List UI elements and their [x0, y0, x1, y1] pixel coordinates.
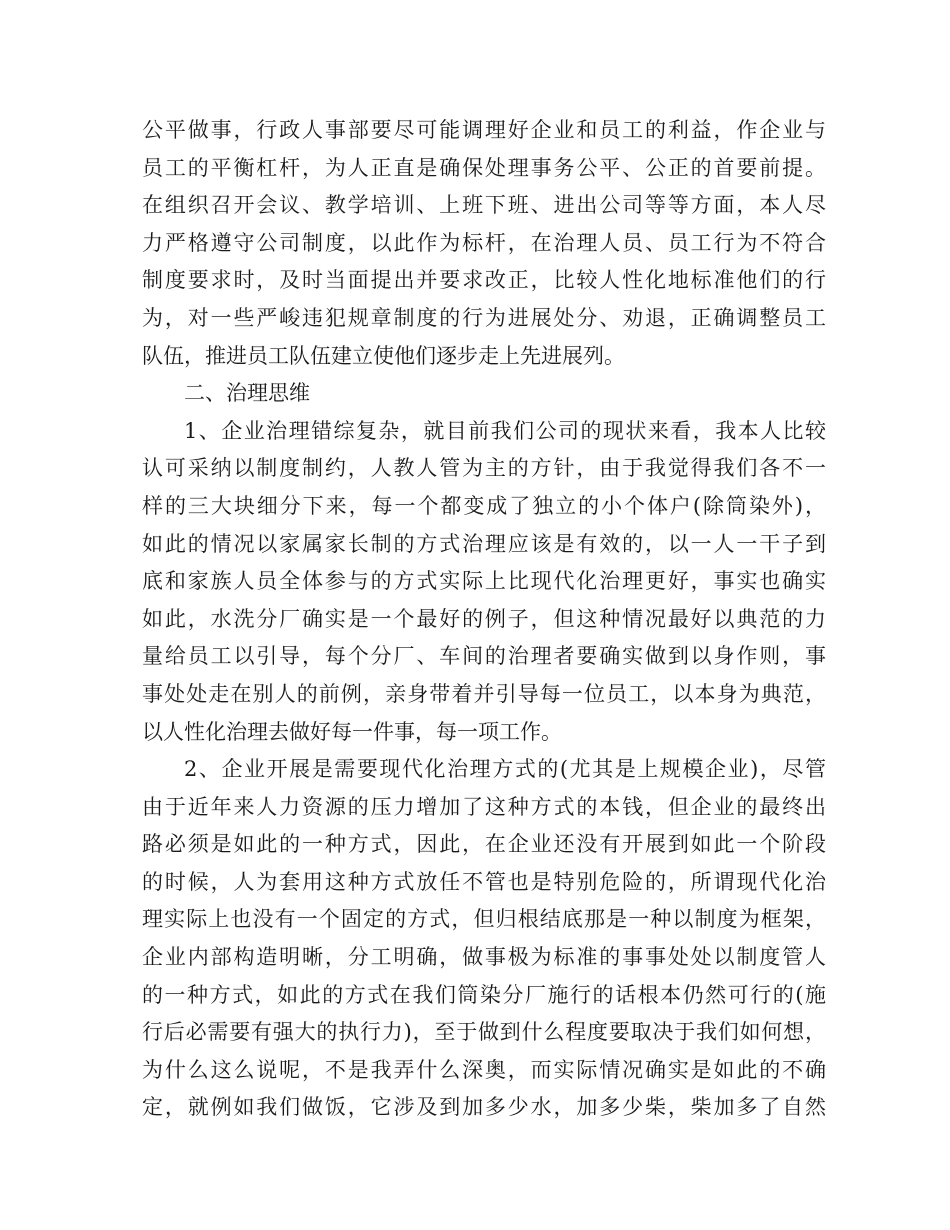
text-line: 员工的平衡杠杆，为人正直是确保处理事务公平、公正的首要前提。: [142, 155, 826, 180]
text-line: 以人性化治理去做好每一件事，每一项工作。: [142, 719, 562, 744]
text-line: 认可采纳以制度制约，人教人管为主的方针，由于我觉得我们各不一: [142, 456, 826, 481]
section-heading: 二、治理思维: [184, 381, 310, 406]
text-line: 路必须是如此的一种方式，因此，在企业还没有开展到如此一个阶段: [142, 832, 826, 857]
text-line: 的时候，人为套用这种方式放任不管也是特别危险的，所谓现代化治: [142, 869, 826, 894]
text-line: 事处处走在别人的前例，亲身带着并引导每一位员工，以本身为典范，: [142, 681, 826, 706]
text-line: 由于近年来人力资源的压力增加了这种方式的本钱，但企业的最终出: [142, 794, 826, 819]
text-line: 如此，水洗分厂确实是一个最好的例子，但这种情况最好以典范的力: [142, 606, 826, 631]
text-line: 样的三大块细分下来，每一个都变成了独立的小个体户(除筒染外)，: [142, 493, 826, 518]
text-line: 制度要求时，及时当面提出并要求改正，比较人性化地标准他们的行: [142, 268, 826, 293]
text-line: 公平做事，行政人事部要尽可能调理好企业和员工的利益，作企业与: [142, 118, 826, 142]
text-line: 底和家族人员全体参与的方式实际上比现代化治理更好，事实也确实: [142, 569, 826, 594]
text-line: 企业内部构造明晰，分工明确，做事极为标准的事事处处以制度管人: [142, 945, 826, 970]
text-line: 为什么这么说呢，不是我弄什么深奥，而实际情况确实是如此的不确: [142, 1057, 826, 1082]
text-line: 队伍，推进员工队伍建立使他们逐步走上先进展列。: [142, 343, 625, 368]
text-line: 1、企业治理错综复杂，就目前我们公司的现状来看，我本人比较: [184, 418, 826, 443]
text-line: 定，就例如我们做饭，它涉及到加多少水，加多少柴，柴加多了自然: [142, 1095, 826, 1120]
text-line: 的一种方式，如此的方式在我们筒染分厂施行的话根本仍然可行的(施: [142, 982, 826, 1007]
text-line: 2、企业开展是需要现代化治理方式的(尤其是上规模企业)，尽管: [184, 757, 826, 782]
text-line: 如此的情况以家属家长制的方式治理应该是有效的，以一人一干子到: [142, 531, 826, 556]
text-line: 行后必需要有强大的执行力)，至于做到什么程度要取决于我们如何想，: [142, 1020, 826, 1045]
text-line: 量给员工以引导，每个分厂、车间的治理者要确实做到以身作则，事: [142, 644, 826, 669]
text-line: 力严格遵守公司制度，以此作为标杆，在治理人员、员工行为不符合: [142, 230, 826, 255]
text-line: 为，对一些严峻违犯规章制度的行为进展处分、劝退，正确调整员工: [142, 305, 826, 330]
text-line: 在组织召开会议、教学培训、上班下班、进出公司等等方面，本人尽: [142, 193, 826, 218]
text-line: 理实际上也没有一个固定的方式，但归根结底那是一种以制度为框架，: [142, 907, 826, 932]
body-text: [142, 112, 826, 1127]
